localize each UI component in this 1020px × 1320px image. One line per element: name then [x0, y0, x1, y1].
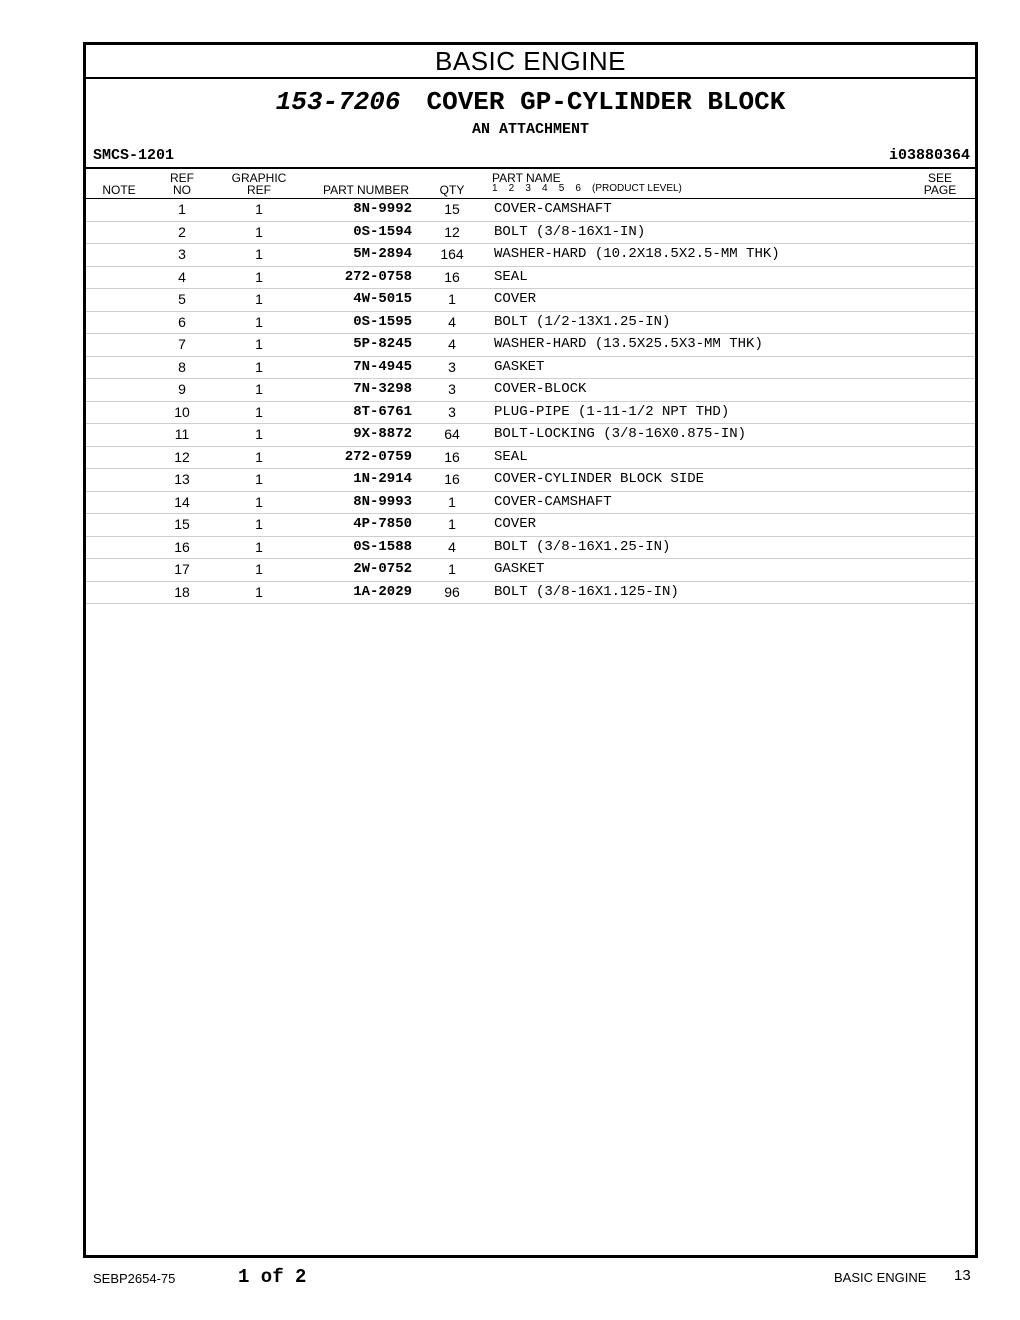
part-number: 8N-9993 [353, 493, 412, 510]
parts-table-body [86, 199, 975, 604]
table-row [86, 312, 975, 335]
table-row [86, 267, 975, 290]
part-number: 7N-4945 [353, 358, 412, 375]
ref-no: 15 [174, 516, 190, 532]
table-row [86, 559, 975, 582]
quantity: 12 [444, 223, 460, 240]
quantity: 16 [444, 448, 460, 465]
part-number: 2W-0752 [353, 561, 412, 577]
ref-no: 3 [178, 246, 186, 262]
part-number: 4W-5015 [353, 291, 412, 307]
ref-no: 5 [178, 291, 186, 307]
col-ref-top: REF [170, 171, 194, 185]
part-number: 9X-8872 [353, 426, 412, 442]
part-name: SEAL [494, 268, 528, 285]
parts-page-frame [83, 42, 978, 1258]
graphic-ref: 1 [255, 538, 263, 555]
table-row [86, 537, 975, 560]
ref-no: 11 [174, 426, 190, 442]
part-number: 0S-1595 [353, 313, 412, 330]
ref-no: 2 [178, 223, 186, 240]
quantity: 64 [444, 426, 460, 442]
table-row [86, 402, 975, 425]
graphic-ref: 1 [255, 313, 263, 330]
table-row [86, 199, 975, 222]
ref-no: 13 [174, 471, 190, 487]
ref-no: 14 [174, 493, 190, 510]
graphic-ref: 1 [255, 201, 263, 217]
part-name: BOLT (3/8-16X1-IN) [494, 223, 646, 240]
graphic-ref: 1 [255, 471, 263, 487]
table-row [86, 492, 975, 515]
part-name: WASHER-HARD (13.5X25.5X3-MM THK) [494, 336, 763, 352]
quantity: 1 [448, 561, 456, 577]
graphic-ref: 1 [255, 403, 263, 420]
part-name: SEAL [494, 448, 528, 465]
part-number: 5M-2894 [353, 246, 412, 262]
part-name: COVER [494, 516, 537, 532]
col-product-levels: 1 2 3 4 5 6 (PRODUCT LEVEL) [492, 183, 682, 194]
group-title [86, 79, 975, 125]
part-number: 0S-1588 [353, 538, 412, 555]
part-number: 0S-1594 [353, 223, 412, 240]
section-title: BASIC ENGINE [86, 45, 975, 79]
illustration-id: i03880364 [888, 147, 970, 164]
graphic-ref: 1 [255, 268, 263, 285]
col-graphic-bottom: REF [247, 183, 271, 197]
part-number: 7N-3298 [353, 381, 412, 397]
quantity: 96 [444, 583, 460, 600]
part-number: 8T-6761 [353, 403, 412, 420]
page-of: 1 of 2 [238, 1266, 307, 1288]
table-row [86, 357, 975, 380]
graphic-ref: 1 [255, 561, 263, 577]
ref-no: 12 [174, 448, 190, 465]
quantity: 3 [448, 358, 456, 375]
group-number: 153-7206 [275, 87, 401, 117]
col-part-name: PART NAME [492, 171, 561, 185]
part-name: COVER-BLOCK [494, 381, 587, 397]
graphic-ref: 1 [255, 448, 263, 465]
quantity: 4 [448, 538, 456, 555]
part-name: PLUG-PIPE (1-11-1/2 NPT THD) [494, 403, 730, 420]
table-row [86, 514, 975, 537]
quantity: 1 [448, 516, 456, 532]
footer-section: BASIC ENGINE [834, 1270, 927, 1285]
page-number: 13 [954, 1267, 971, 1284]
ref-no: 18 [174, 583, 190, 600]
part-name: BOLT-LOCKING (3/8-16X0.875-IN) [494, 426, 747, 442]
part-number: 272-0758 [344, 268, 412, 285]
part-name: BOLT (3/8-16X1.25-IN) [494, 538, 671, 555]
smcs-code: SMCS-1201 [93, 147, 175, 164]
table-row [86, 289, 975, 312]
col-qty: QTY [439, 183, 465, 197]
part-name: COVER-CAMSHAFT [494, 201, 612, 217]
part-name: BOLT (3/8-16X1.125-IN) [494, 583, 679, 600]
part-name: GASKET [494, 561, 545, 577]
col-see-top: SEE [927, 171, 952, 185]
table-row [86, 469, 975, 492]
table-row [86, 447, 975, 470]
part-number: 272-0759 [344, 448, 412, 465]
ref-no: 8 [178, 358, 186, 375]
graphic-ref: 1 [255, 223, 263, 240]
col-ref-bottom: NO [173, 183, 191, 197]
table-header [86, 169, 975, 199]
graphic-ref: 1 [255, 583, 263, 600]
col-graphic-top: GRAPHIC [231, 171, 287, 185]
graphic-ref: 1 [255, 358, 263, 375]
quantity: 164 [440, 246, 464, 262]
graphic-ref: 1 [255, 246, 263, 262]
part-name: BOLT (1/2-13X1.25-IN) [494, 313, 671, 330]
col-see-bottom: PAGE [923, 183, 957, 197]
graphic-ref: 1 [255, 381, 263, 397]
part-number: 1A-2029 [353, 583, 412, 600]
part-number: 5P-8245 [353, 336, 412, 352]
page-footer [0, 1262, 1020, 1292]
ref-no: 4 [178, 268, 186, 285]
quantity: 4 [448, 336, 456, 352]
part-name: COVER-CYLINDER BLOCK SIDE [494, 471, 705, 487]
quantity: 15 [444, 201, 460, 217]
ref-no: 7 [178, 336, 186, 352]
part-number: 8N-9992 [353, 201, 412, 217]
table-row [86, 334, 975, 357]
part-number: 4P-7850 [353, 516, 412, 532]
part-name: WASHER-HARD (10.2X18.5X2.5-MM THK) [494, 246, 780, 262]
group-subtitle: AN ATTACHMENT [471, 121, 590, 138]
code-row [86, 147, 975, 169]
graphic-ref: 1 [255, 336, 263, 352]
quantity: 3 [448, 403, 456, 420]
col-note: NOTE [102, 183, 136, 197]
quantity: 4 [448, 313, 456, 330]
table-row [86, 379, 975, 402]
quantity: 16 [444, 268, 460, 285]
col-part-number: PART NUMBER [322, 183, 409, 197]
quantity: 1 [448, 291, 456, 307]
group-name: COVER GP-CYLINDER BLOCK [426, 87, 786, 117]
table-row [86, 244, 975, 267]
part-name: GASKET [494, 358, 545, 375]
ref-no: 6 [178, 313, 186, 330]
part-name: COVER-CAMSHAFT [494, 493, 612, 510]
quantity: 16 [444, 471, 460, 487]
graphic-ref: 1 [255, 291, 263, 307]
ref-no: 16 [174, 538, 190, 555]
part-number: 1N-2914 [353, 471, 412, 487]
quantity: 3 [448, 381, 456, 397]
table-row [86, 582, 975, 605]
quantity: 1 [448, 493, 456, 510]
part-name: COVER [494, 291, 537, 307]
table-row [86, 424, 975, 447]
ref-no: 17 [174, 561, 190, 577]
graphic-ref: 1 [255, 493, 263, 510]
ref-no: 9 [178, 381, 186, 397]
ref-no: 1 [178, 201, 186, 217]
ref-no: 10 [174, 403, 190, 420]
graphic-ref: 1 [255, 426, 263, 442]
table-row [86, 222, 975, 245]
graphic-ref: 1 [255, 516, 263, 532]
doc-number: SEBP2654-75 [93, 1271, 176, 1286]
